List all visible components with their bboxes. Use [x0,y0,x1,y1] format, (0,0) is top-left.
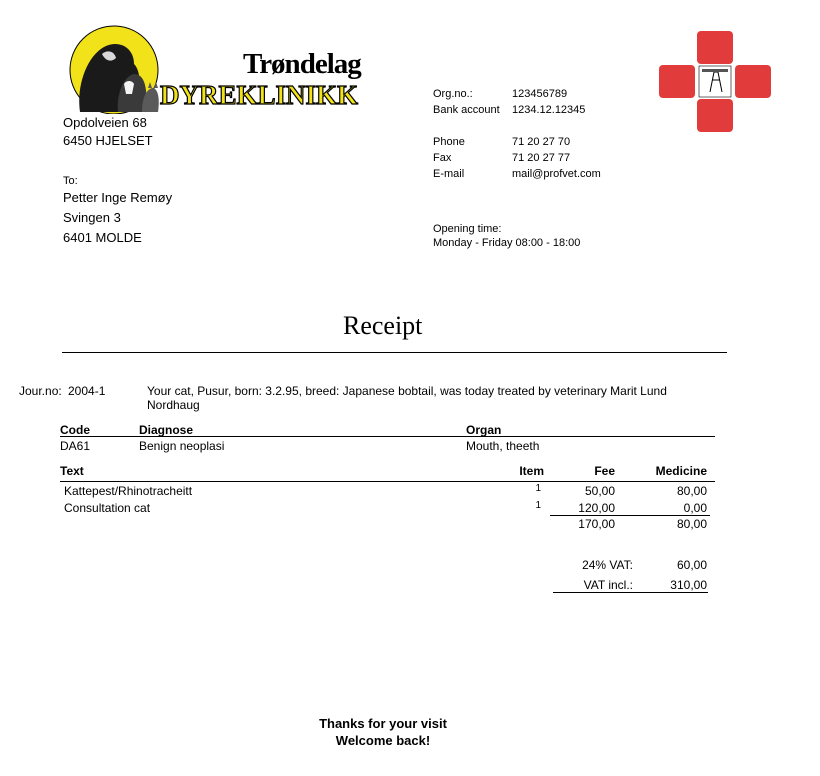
clinic-name-line1: Trøndelag [243,48,361,80]
journal-text-line2: Nordhaug [147,398,200,412]
vat-incl-label: VAT incl.: [583,578,633,592]
clinic-name-line2: DYREKLINIKK [160,80,359,110]
header-organ: Organ [466,423,502,437]
header-medicine: Medicine [655,464,707,478]
welcome-line: Welcome back! [335,733,431,748]
thanks-line: Thanks for your visit [319,716,447,731]
header-item: Item [519,464,544,478]
total-rule [553,592,708,593]
item-medicine: 80,00 [676,484,707,498]
item-count: 1 [535,483,541,494]
org-value: 123456789 [512,88,568,100]
subtotal-medicine: 80,00 [676,517,707,531]
header-fee: Fee [594,464,615,478]
clinic-address-line1: Opdolveien 68 [63,115,147,130]
diagnosis-name: Benign neoplasi [139,439,225,453]
item-fee: 120,00 [578,501,615,515]
diagnosis-header-rule [60,436,715,437]
bank-value: 1234.12.12345 [512,104,586,116]
fax-value: 71 20 27 77 [512,152,571,164]
phone-label: Phone [433,136,465,148]
clinic-address-line2: 6450 HJELSET [63,133,153,148]
recipient-street: Svingen 3 [63,210,121,225]
diagnosis-code: DA61 [60,439,91,453]
header-text: Text [60,464,84,478]
journal-label: Jour.no: [19,384,62,398]
header-diagnose: Diagnose [139,423,194,437]
email-label: E-mail [433,168,465,180]
fax-label: Fax [433,152,452,164]
org-label: Org.no.: [433,88,473,100]
recipient-label: To: [63,175,78,187]
items-header-rule [60,481,715,482]
item-medicine: 0,00 [683,501,707,515]
opening-value: Monday - Friday 08:00 - 18:00 [433,237,581,249]
recipient-name: Petter Inge Remøy [63,190,173,205]
vat-value: 60,00 [676,558,707,572]
receipt-title: Receipt [343,311,423,340]
recipient-city: 6401 MOLDE [63,230,142,245]
journal-text-line1: Your cat, Pusur, born: 3.2.95, breed: Japanese bobtail, was today treated by veterinary Marit Lund [147,384,667,398]
header-code: Code [60,423,90,437]
item-text: Consultation cat [64,501,151,515]
subtotal-fee: 170,00 [578,517,615,531]
vat-label: 24% VAT: [582,558,633,572]
title-divider [62,352,727,353]
item-fee: 50,00 [584,484,615,498]
bank-label: Bank account [433,104,500,116]
email-value[interactable]: mail@profvet.com [512,168,601,180]
phone-value: 71 20 27 70 [512,136,571,148]
subtotal-rule [550,515,710,516]
journal-number: 2004-1 [68,384,106,398]
cross-icon [658,30,772,134]
red-cross-emblem [658,30,772,134]
item-text: Kattepest/Rhinotracheitt [64,484,193,498]
diagnosis-organ: Mouth, theeth [466,439,540,453]
vat-incl-value: 310,00 [670,578,707,592]
opening-label: Opening time: [433,223,502,235]
item-count: 1 [535,500,541,511]
